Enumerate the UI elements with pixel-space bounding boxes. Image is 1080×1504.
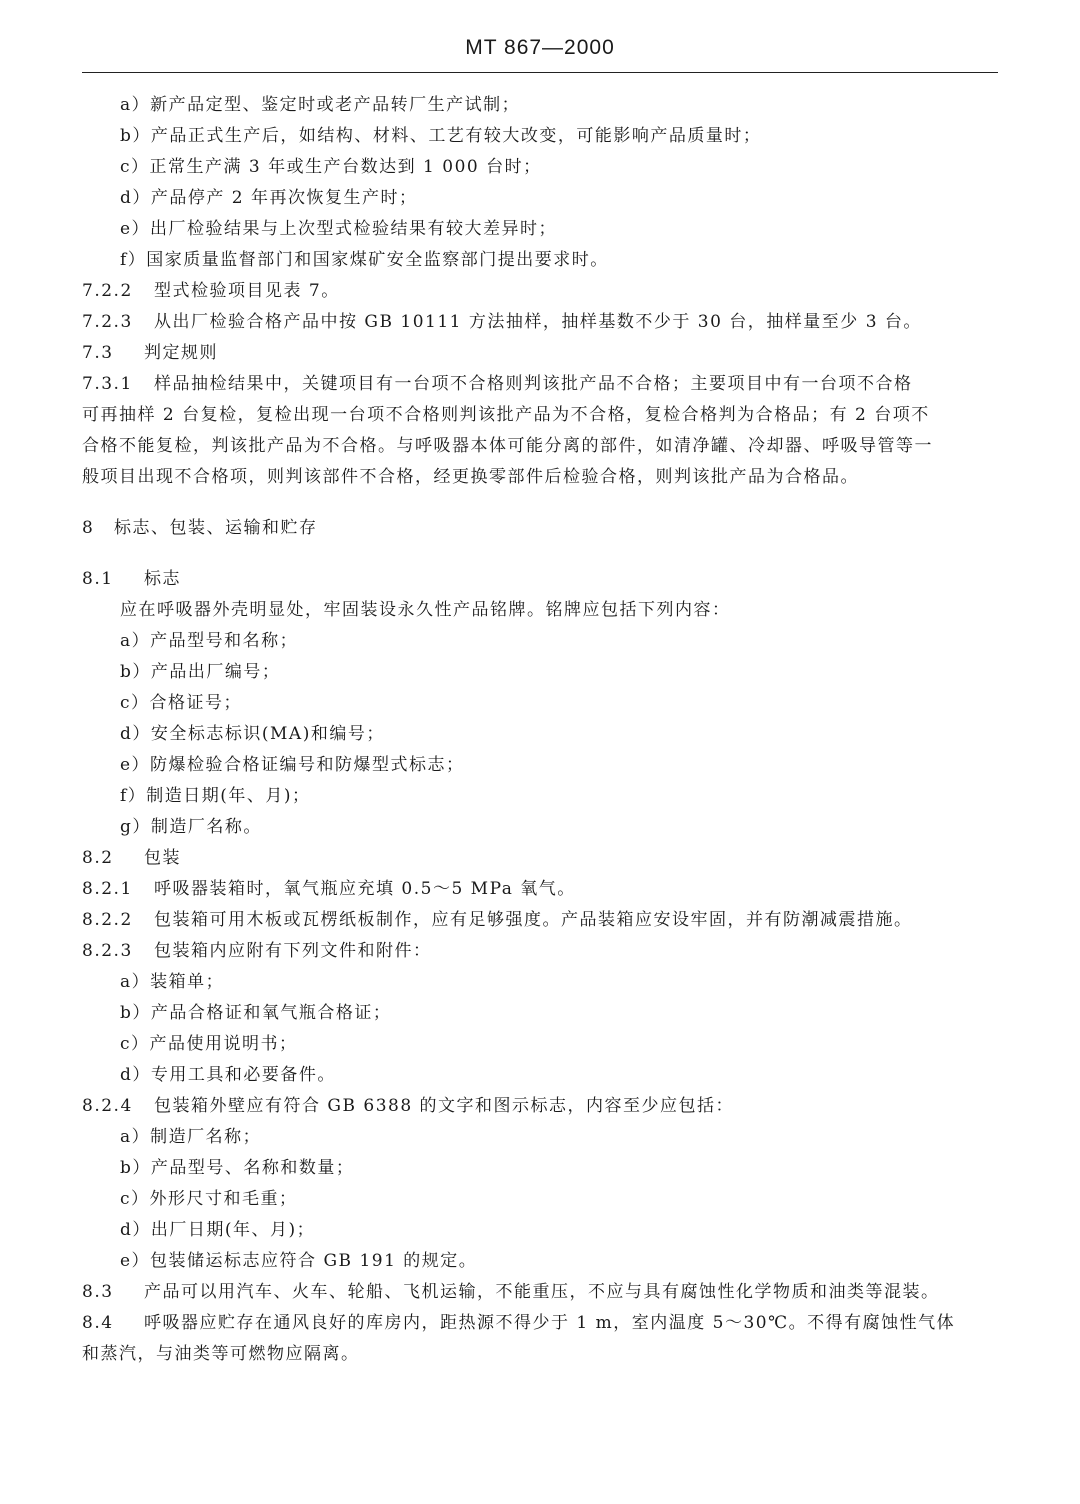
section-heading-7-3: [82, 338, 998, 369]
list-item: f）制造日期(年、月)；: [120, 786, 311, 806]
list-item: c）正常生产满 3 年或生产台数达到 1 000 台时；: [120, 157, 542, 177]
clause-7-2-3: [82, 307, 998, 338]
section-number: 8.4: [82, 1313, 114, 1333]
list-item: a）新产品定型、鉴定时或老产品转厂生产试制；: [120, 95, 521, 115]
list-item: b）产品正式生产后，如结构、材料、工艺有较大改变，可能影响产品质量时；: [120, 126, 762, 146]
clause-text: 型式检验项目见表 7。: [154, 281, 340, 301]
clause-text: 包装箱可用木板或瓦楞纸板制作，应有足够强度。产品装箱应安设牢固，并有防潮减震措施。: [154, 910, 913, 930]
section-number: 7.3: [82, 343, 114, 363]
chapter-title: 标志、包装、运输和贮存: [114, 518, 318, 538]
list-item: f）国家质量监督部门和国家煤矿安全监察部门提出要求时。: [120, 250, 609, 270]
clause-text: 包装箱外壁应有符合 GB 6388 的文字和图示标志，内容至少应包括：: [154, 1096, 735, 1116]
clause-text: 包装箱内应附有下列文件和附件：: [154, 941, 432, 961]
clause-number: 8.2.2: [82, 910, 133, 930]
clause-text: 呼吸器装箱时，氧气瓶应充填 0.5～5 MPa 氧气。: [154, 879, 576, 899]
document-body: [82, 90, 998, 1370]
section-text: 产品可以用汽车、火车、轮船、飞机运输，不能重压，不应与具有腐蚀性化学物质和油类等混装。: [144, 1282, 940, 1302]
paragraph-line: 般项目出现不合格项，则判该部件不合格，经更换零部件后检验合格，则判该批产品为合格品。: [82, 467, 859, 487]
list-item: d）专用工具和必要备件。: [120, 1065, 336, 1085]
clause-text: 样品抽检结果中，关键项目有一台项不合格则判该批产品不合格；主要项目中有一台项不合格: [154, 374, 913, 394]
clause-7-3-1: [82, 369, 998, 400]
list-item: b）产品出厂编号；: [120, 662, 281, 682]
section-title: 包装: [144, 848, 181, 868]
clause-number: 8.2.1: [82, 879, 133, 899]
clause-text: 从出厂检验合格产品中按 GB 10111 方法抽样，抽样基数不少于 30 台，抽样量至少 3 台。: [154, 312, 922, 332]
section-text: 呼吸器应贮存在通风良好的库房内，距热源不得少于 1 m，室内温度 5～30℃。不得有腐蚀性气体: [144, 1313, 956, 1333]
list-item: c）外形尺寸和毛重；: [120, 1189, 298, 1209]
clause-8-2-3: [82, 936, 998, 967]
clause-8-2-2: [82, 905, 998, 936]
section-heading-8-1: [82, 564, 998, 595]
list-item: e）出厂检验结果与上次型式检验结果有较大差异时；: [120, 219, 558, 239]
list-item: b）产品合格证和氧气瓶合格证；: [120, 1003, 392, 1023]
list-item: a）装箱单；: [120, 972, 225, 992]
paragraph-line: 应在呼吸器外壳明显处，牢固装设永久性产品铭牌。铭牌应包括下列内容：: [120, 600, 731, 620]
section-title: 标志: [144, 569, 181, 589]
list-item: d）产品停产 2 年再次恢复生产时；: [120, 188, 418, 208]
list-item: b）产品型号、名称和数量；: [120, 1158, 355, 1178]
header-rule: [82, 72, 998, 73]
list-item: c）产品使用说明书；: [120, 1034, 298, 1054]
list-item: d）安全标志标识(MA)和编号；: [120, 724, 385, 744]
section-heading-8-2: [82, 843, 998, 874]
clause-number: 7.2.3: [82, 312, 133, 332]
clause-number: 7.3.1: [82, 374, 133, 394]
page-header-standard-code: MT 867—2000: [465, 36, 615, 59]
section-8-3: [82, 1277, 998, 1308]
list-item: g）制造厂名称。: [120, 817, 262, 837]
section-number: 8.1: [82, 569, 114, 589]
list-item: a）制造厂名称；: [120, 1127, 262, 1147]
section-number: 8.3: [82, 1282, 114, 1302]
chapter-heading-8: [82, 513, 998, 544]
list-item: e）防爆检验合格证编号和防爆型式标志；: [120, 755, 465, 775]
clause-number: 7.2.2: [82, 281, 133, 301]
list-item: c）合格证号；: [120, 693, 243, 713]
clause-8-2-4: [82, 1091, 998, 1122]
clause-number: 8.2.3: [82, 941, 133, 961]
section-8-4: [82, 1308, 998, 1339]
clause-number: 8.2.4: [82, 1096, 133, 1116]
chapter-number: 8: [82, 518, 95, 538]
paragraph-line: 和蒸汽，与油类等可燃物应隔离。: [82, 1344, 360, 1364]
paragraph-line: 合格不能复检，判该批产品为不合格。与呼吸器本体可能分离的部件，如清净罐、冷却器、呼吸导管等一: [82, 436, 933, 456]
clause-8-2-1: [82, 874, 998, 905]
list-item: a）产品型号和名称；: [120, 631, 299, 651]
paragraph-line: 可再抽样 2 台复检，复检出现一台项不合格则判该批产品为不合格，复检合格判为合格品；有 2 台项不: [82, 405, 930, 425]
list-item: d）出厂日期(年、月)；: [120, 1220, 316, 1240]
section-title: 判定规则: [144, 343, 218, 363]
section-number: 8.2: [82, 848, 114, 868]
clause-7-2-2: [82, 276, 998, 307]
list-item: e）包装储运标志应符合 GB 191 的规定。: [120, 1251, 478, 1271]
